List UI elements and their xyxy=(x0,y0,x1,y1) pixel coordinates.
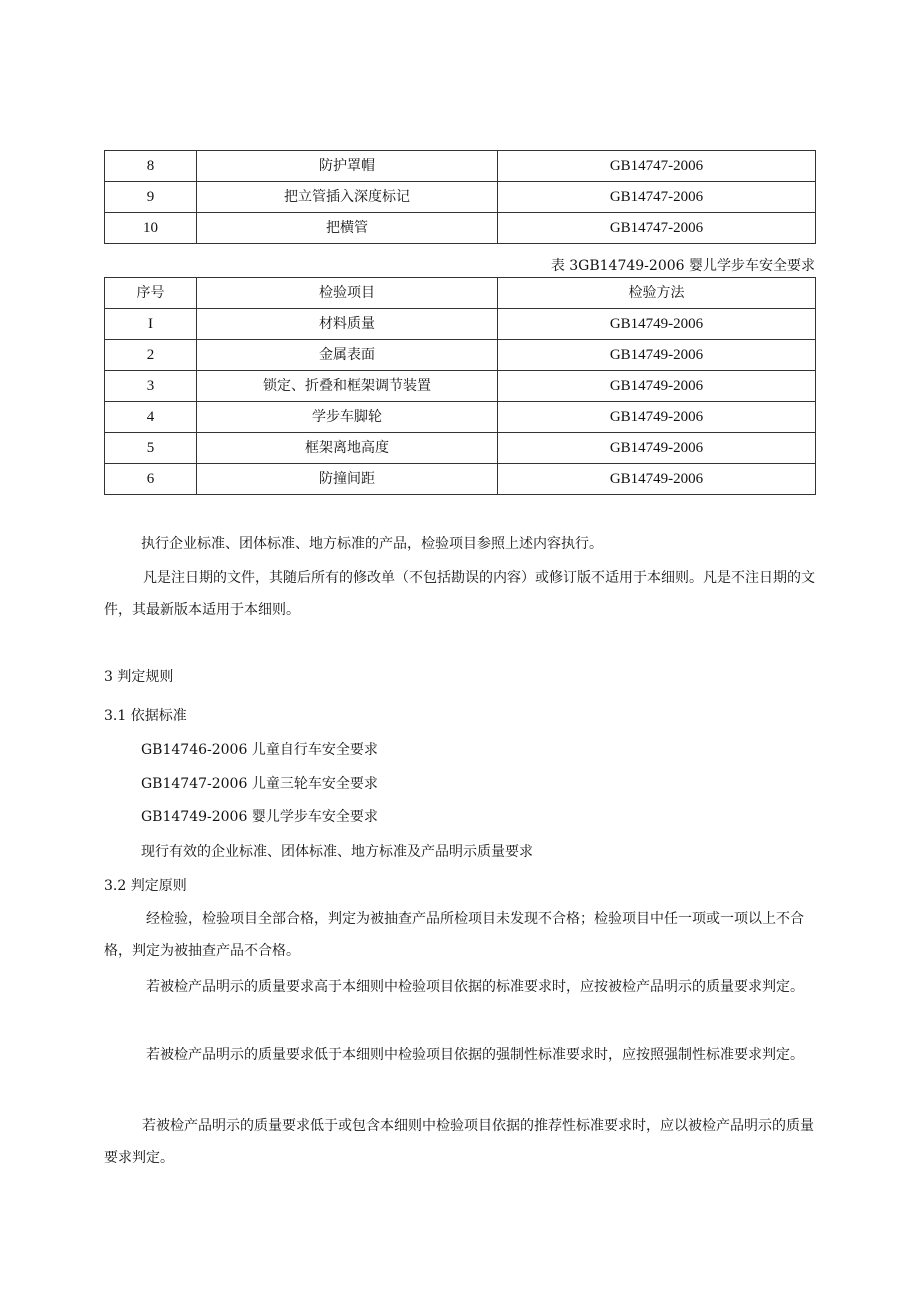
row-number: 9 xyxy=(105,182,197,213)
paragraph-dated-references: 凡是注日期的文件，其随后所有的修改单（不包括勘误的内容）或修订版不适用于本细则。凡是不注日期的文件，其最新版本适用于本细则。 xyxy=(104,570,815,618)
inspection-method: GB14747-2006 xyxy=(498,182,816,213)
paragraph-principle-2: 若被检产品明示的质量要求高于本细则中检验项目依据的标准要求时，应按被检产品明示的质量要求判定。 xyxy=(146,979,804,995)
table-row xyxy=(105,340,816,371)
table-row xyxy=(105,464,816,495)
inspection-method: GB14749-2006 xyxy=(498,402,816,433)
header-method: 检验方法 xyxy=(498,278,816,309)
standard-item: GB14749-2006 婴儿学步车安全要求 xyxy=(141,809,378,825)
paragraph-principle-1: 经检验，检验项目全部合格，判定为被抽查产品所检项目未发现不合格；检验项目中任一项或一项以上不合格，判定为被抽查产品不合格。 xyxy=(104,911,804,959)
table-row xyxy=(105,309,816,340)
header-number: 序号 xyxy=(105,278,197,309)
row-number: 3 xyxy=(105,371,197,402)
row-number: 10 xyxy=(105,213,197,244)
table-row xyxy=(105,213,816,244)
inspection-method: GB14749-2006 xyxy=(498,340,816,371)
header-item: 检验项目 xyxy=(197,278,498,309)
row-number: 6 xyxy=(105,464,197,495)
inspection-method: GB14749-2006 xyxy=(498,371,816,402)
paragraph-principle-3: 若被检产品明示的质量要求低于本细则中检验项目依据的强制性标准要求时，应按照强制性标准要求判定。 xyxy=(146,1047,804,1063)
inspection-method: GB14747-2006 xyxy=(498,213,816,244)
table-gb14747-continued xyxy=(104,150,816,244)
inspection-item: 把立管插入深度标记 xyxy=(197,182,498,213)
standard-item: GB14746-2006 儿童自行车安全要求 xyxy=(141,742,378,758)
subsection-heading-basis-standards: 3.1 依据标准 xyxy=(104,708,187,724)
standard-item: 现行有效的企业标准、团体标准、地方标准及产品明示质量要求 xyxy=(141,844,533,860)
inspection-item: 防撞间距 xyxy=(197,464,498,495)
inspection-item: 锁定、折叠和框架调节装置 xyxy=(197,371,498,402)
standard-item: GB14747-2006 儿童三轮车安全要求 xyxy=(141,776,378,792)
table-gb14749 xyxy=(104,277,816,495)
inspection-method: GB14747-2006 xyxy=(498,151,816,182)
table-row xyxy=(105,433,816,464)
row-number: 8 xyxy=(105,151,197,182)
subsection-heading-judgement-principles: 3.2 判定原则 xyxy=(104,878,187,894)
inspection-item: 把横管 xyxy=(197,213,498,244)
row-number: 2 xyxy=(105,340,197,371)
section-heading-judgement-rules: 3 判定规则 xyxy=(104,669,174,685)
inspection-item: 防护罩帽 xyxy=(197,151,498,182)
paragraph-scope: 执行企业标准、团体标准、地方标准的产品，检验项目参照上述内容执行。 xyxy=(141,536,603,552)
row-number: 4 xyxy=(105,402,197,433)
inspection-method: GB14749-2006 xyxy=(498,433,816,464)
table-header-row xyxy=(105,278,816,309)
table-row xyxy=(105,182,816,213)
table-row xyxy=(105,371,816,402)
inspection-item: 学步车脚轮 xyxy=(197,402,498,433)
inspection-method: GB14749-2006 xyxy=(498,309,816,340)
inspection-item: 金属表面 xyxy=(197,340,498,371)
row-number: I xyxy=(105,309,197,340)
inspection-item: 框架离地高度 xyxy=(197,433,498,464)
inspection-method: GB14749-2006 xyxy=(498,464,816,495)
row-number: 5 xyxy=(105,433,197,464)
table-row xyxy=(105,151,816,182)
table-caption: 表 3GB14749-2006 婴儿学步车安全要求 xyxy=(550,258,815,274)
paragraph-principle-4: 若被检产品明示的质量要求低于或包含本细则中检验项目依据的推荐性标准要求时，应以被检产品明示的质量要求判定。 xyxy=(104,1118,814,1166)
inspection-item: 材料质量 xyxy=(197,309,498,340)
table-row xyxy=(105,402,816,433)
